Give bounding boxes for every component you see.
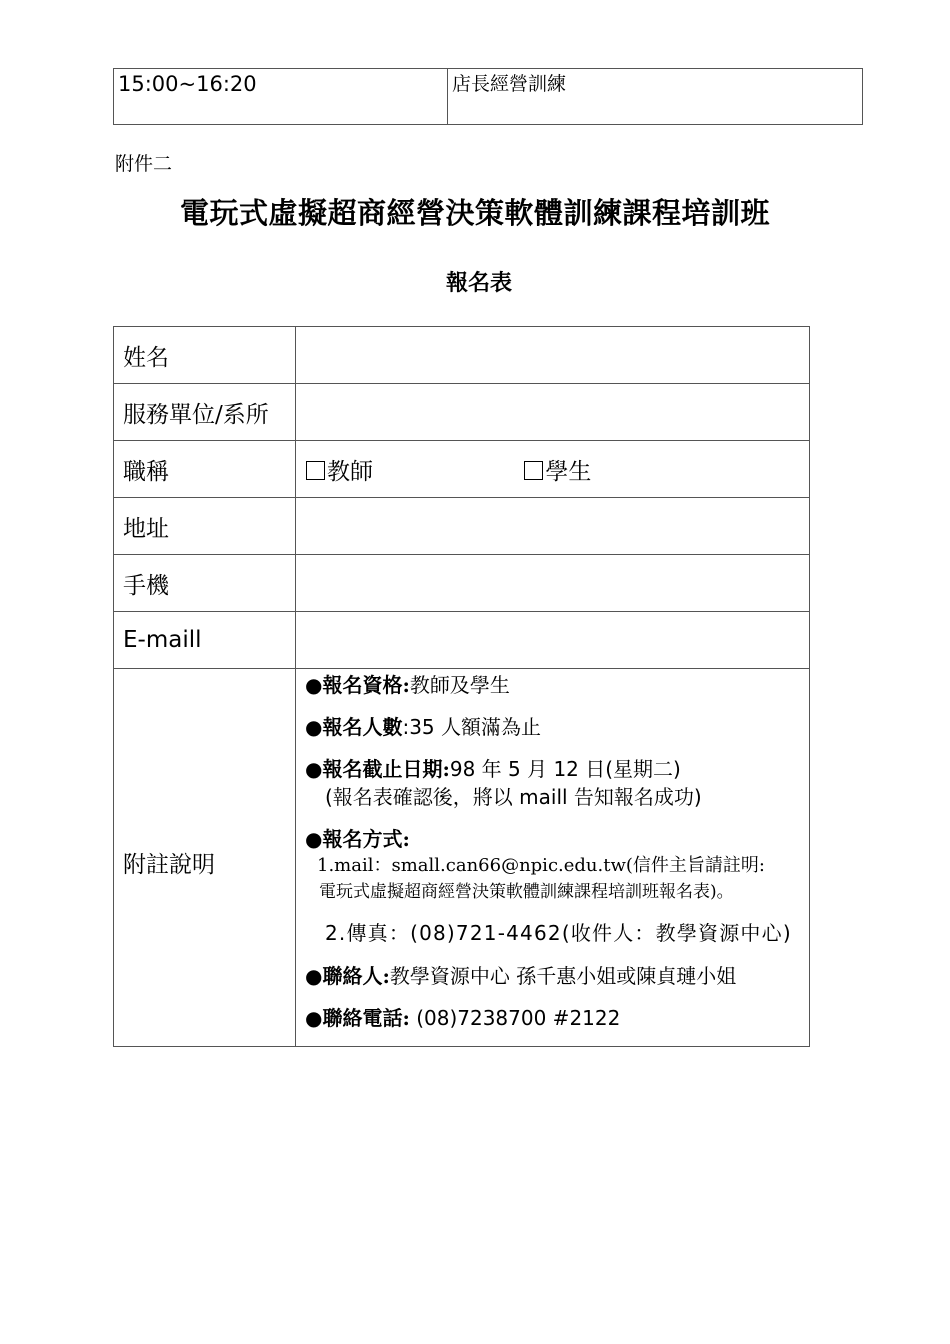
note-phone: [305, 1004, 801, 1032]
method-mail-continued: 電玩式虛擬超商經營決策軟體訓練課程培訓班報名表)。: [319, 882, 734, 902]
bullet: ●: [305, 827, 323, 851]
student-checkbox[interactable]: [524, 461, 543, 480]
email-label: E-maill: [114, 612, 296, 669]
page-title: 電玩式虛擬超商經營決策軟體訓練課程培訓班: [179, 196, 770, 230]
bullet: ●: [305, 1006, 323, 1030]
bullet: ●: [305, 673, 323, 697]
contact-label: 聯絡人:: [322, 964, 390, 988]
teacher-option[interactable]: [306, 459, 380, 485]
quota-label: 報名人數: [322, 715, 403, 739]
unit-label: 服務單位/系所: [114, 384, 296, 441]
form-subtitle: 報名表: [445, 270, 512, 296]
teacher-checkbox[interactable]: [306, 461, 325, 480]
attachment-label: 附件二: [115, 153, 173, 175]
form-row-unit: [114, 384, 810, 441]
student-option[interactable]: [524, 459, 591, 485]
bullet: ●: [305, 964, 323, 988]
phone-value: (08)7238700 #2122: [409, 1006, 621, 1030]
method-mail: 1.mail：small.can66@npic.edu.tw(信件主旨請註明:: [317, 855, 765, 876]
job-title-options: [296, 441, 810, 498]
schedule-table: [113, 68, 863, 125]
schedule-time: 15:00~16:20: [114, 69, 448, 125]
note-quota: [305, 713, 801, 741]
bullet: ●: [305, 757, 323, 781]
method-fax: 2.傳真：(08)721-4462(收件人：教學資源中心): [325, 921, 792, 945]
schedule-row: [114, 69, 863, 125]
name-field[interactable]: [296, 327, 810, 384]
mobile-label: 手機: [114, 555, 296, 612]
notes-label: 附註說明: [114, 669, 296, 1047]
form-row-title: [114, 441, 810, 498]
mobile-field[interactable]: [296, 555, 810, 612]
method-label: 報名方式:: [322, 827, 410, 851]
registration-form: [113, 326, 810, 1047]
notes-content: [296, 669, 810, 1047]
form-row-notes: [114, 669, 810, 1047]
eligibility-label: 報名資格:: [322, 673, 410, 697]
note-contact: [305, 962, 801, 990]
form-row-address: [114, 498, 810, 555]
note-method: [305, 825, 801, 905]
contact-value: 教學資源中心 孫千惠小姐或陳貞璉小姐: [389, 964, 737, 988]
deadline-note: (報名表確認後，將以 maill 告知報名成功): [325, 785, 702, 809]
note-eligibility: [305, 671, 801, 699]
bullet: ●: [305, 715, 323, 739]
phone-label: 聯絡電話:: [322, 1006, 410, 1030]
note-deadline: [305, 755, 801, 811]
name-label: 姓名: [114, 327, 296, 384]
form-row-name: [114, 327, 810, 384]
email-field[interactable]: [296, 612, 810, 669]
student-option-label: 學生: [545, 458, 592, 485]
eligibility-value: 教師及學生: [409, 673, 510, 697]
address-field[interactable]: [296, 498, 810, 555]
job-title-label: 職稱: [114, 441, 296, 498]
unit-field[interactable]: [296, 384, 810, 441]
schedule-course: 店長經營訓練: [448, 69, 863, 125]
quota-value: :35 人額滿為止: [402, 715, 541, 739]
form-row-mobile: [114, 555, 810, 612]
deadline-value: 98 年 5 月 12 日(星期二): [449, 757, 681, 781]
deadline-label: 報名截止日期:: [322, 757, 450, 781]
form-row-email: [114, 612, 810, 669]
teacher-option-label: 教師: [327, 458, 373, 485]
address-label: 地址: [114, 498, 296, 555]
